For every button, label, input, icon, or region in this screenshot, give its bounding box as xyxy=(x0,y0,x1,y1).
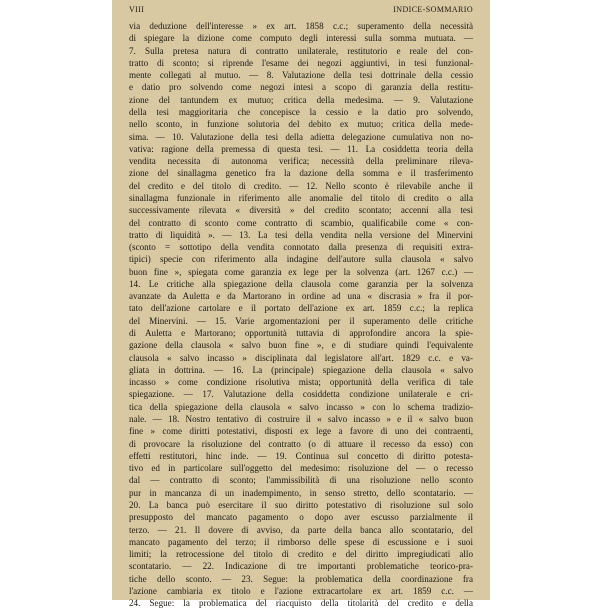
text-line: tato dell'azione cartolare e il portato dell'azione ex art. 1859 c.c.; la replica xyxy=(129,303,473,314)
text-line: pur in mancanza di un inadempimento, in senso stretto, dello scontatario. — xyxy=(129,487,473,498)
text-line: zione del sinallagma genetico fra la dazione della somma e il trasferimento xyxy=(129,168,473,179)
text-line: avanzate da Auletta e da Martorano in ordine ad una « discrasia » fra il por- xyxy=(129,291,473,302)
text-line: sima. — 10. Valutazione della tesi della adietta delegazione cumulativa non no- xyxy=(129,131,473,142)
text-line: mente collegati al mutuo. — 8. Valutazione della tesi dottrinale della cessio xyxy=(129,70,473,81)
text-line: del credito e del titolo di credito. — 12. Nello sconto è rilevabile anche il xyxy=(129,180,473,191)
text-line: scontatario. — 22. Indicazione di tre importanti problematiche teorico-pra- xyxy=(129,561,473,572)
text-line: vendita necessita di autonoma verifica; necessità della preliminare rileva- xyxy=(129,156,473,167)
text-line: tipici) specie con riferimento alla indagine dell'autore sulla clausola « salvo xyxy=(129,254,473,265)
text-line: terzo. — 21. Il dovere di avviso, da parte della banca allo scontatario, del xyxy=(129,524,473,535)
text-line: successivamente rilevata « diversità » del credito scontato; accenni alla tesi xyxy=(129,205,473,216)
text-line: gliata in dottrina. — 16. La (principale) spiegazione della clausola « salvo xyxy=(129,364,473,375)
text-line: 14. Le critiche alla spiegazione della clausola come garanzia per la solvenza xyxy=(129,278,473,289)
text-line: di provocare la risoluzione del contratto (o di attuare il recesso da esso) con xyxy=(129,438,473,449)
text-line: del contratto di sconto come contratto di scambio, qualificabile come « con- xyxy=(129,217,473,228)
text-line: tiche dello sconto. — 23. Segue: la problematica della coordinazione fra xyxy=(129,573,473,584)
page-header xyxy=(129,5,473,17)
page-number: VIII xyxy=(129,5,145,14)
running-title: INDICE-SOMMARIO xyxy=(393,5,473,14)
text-line: limiti; la retrocessione del titolo di credito e del diritto impregiudicati allo xyxy=(129,549,473,560)
text-line: di spiegare la dizione come computo degli interessi sulla somma mutuata. — xyxy=(129,33,473,44)
text-line: effetti restitutori, hinc inde. — 19. Continua sul concetto di diritto potesta- xyxy=(129,450,473,461)
text-line: clausola « salvo incasso » disciplinata dal legislatore all'art. 1829 c.c. e va- xyxy=(129,352,473,363)
text-line: zione del tantundem ex mutuo; critica della medesima. — 9. Valutazione xyxy=(129,94,473,105)
text-line: dal — contratto di sconto; l'ammissibilità di una risoluzione nello sconto xyxy=(129,475,473,486)
index-text xyxy=(129,20,473,610)
text-line: del Minervini. — 15. Varie argomentazioni per il superamento delle critiche xyxy=(129,315,473,326)
text-line: tivo ed in particolare sull'oggetto del medesimo: risoluzione del — o recesso xyxy=(129,463,473,474)
text-line: 24. Segue: la problematica del riacquisto della titolarità del credito e della xyxy=(129,598,473,609)
text-line: via deduzione dell'interesse » ex art. 1858 c.c.; superamento della necessità xyxy=(129,21,473,31)
text-line: buon fine », spiegata come garanzia ex lege per la solvenza (art. 1267 c.c.) — xyxy=(129,266,473,277)
text-line: fine » come diritti potestativi, disposti ex lege a favore di uno dei contraenti, xyxy=(129,426,473,437)
text-line: vativa: ragione della premessa di questa tesi. — 11. La cosiddetta teoria della xyxy=(129,143,473,154)
text-line: l'azione cambiaria ex titolo e l'azione extracartolare ex art. 1859 c.c. — xyxy=(129,585,473,596)
text-line: presupposto del mancato pagamento o dopo aver escusso parzialmente il xyxy=(129,512,473,523)
text-line: tratto di sconto; si riprende l'esame dei negozi aggiuntivi, in tesi funzional- xyxy=(129,57,473,68)
text-line: gazione della clausola « salvo buon fine », e di studiare quindi l'equivalente xyxy=(129,340,473,351)
text-line: incasso » come condizione risolutiva mista; opportunità della verifica di tale xyxy=(129,377,473,388)
text-line: tica della spiegazione della clausola « salvo incasso » con lo schema tradizio- xyxy=(129,401,473,412)
text-line: spiegazione. — 17. Valutazione della cosiddetta condizione unilaterale e cri- xyxy=(129,389,473,400)
text-line: e datio pro solvendo come negozi intesi a scopo di garanzia della restitu- xyxy=(129,82,473,93)
text-line: sinallagma funzionale in riferimento alle anomalie del titolo di credito o alla xyxy=(129,192,473,203)
text-line: 7. Sulla pretesa natura di contratto unilaterale, restitutorio e reale del con- xyxy=(129,45,473,56)
text-line: nello sconto, in funzione solutoria del debito ex mutuo; critica della mede- xyxy=(129,119,473,130)
book-page xyxy=(112,0,490,609)
text-line: (sconto = sottotipo della vendita connotato dalla presenza di requisiti extra- xyxy=(129,242,473,253)
text-line: della tesi maggioritaria che concepisce la cessio e la datio pro solvendo, xyxy=(129,106,473,117)
text-line: mancato pagamento del terzo; il rimborso delle spese di escussione e i suoi xyxy=(129,536,473,547)
text-line: 20. La banca può esercitare il suo diritto potestativo di risoluzione sul solo xyxy=(129,499,473,510)
text-line: tratto di liquidità ». — 13. La tesi della vendita nella versione del Minervini xyxy=(129,229,473,240)
text-line: nale. — 18. Nostro tentativo di costruire il « salvo incasso » e il « salvo buon xyxy=(129,414,473,424)
text-line: di Auletta e Martorano; opportunità tuttavia di approfondire ancora la spie- xyxy=(129,328,473,339)
